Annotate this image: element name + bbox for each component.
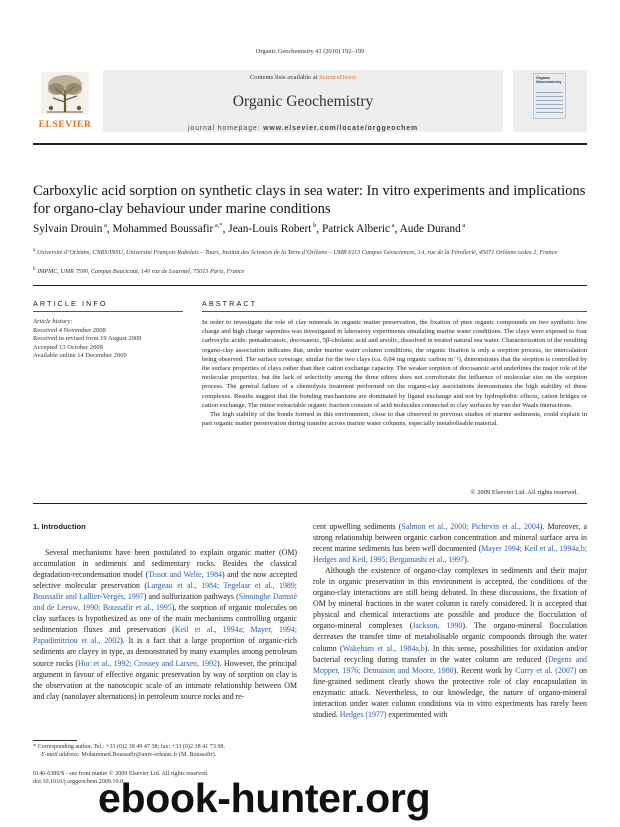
author-name[interactable]: Jean-Louis Robert xyxy=(228,222,312,235)
affiliation-a xyxy=(33,246,587,257)
journal-homepage-line xyxy=(103,125,503,132)
abstract-paragraph-1: In order to investigate the role of clay minerals in organic matter preservation, the fixation of pure organic compounds on two synthetic low charge and high charge saponites was investigated in laboratory experiments simulating marine water conditions. The clays were exposed to four carboxylic acids: pentadecanoic, docosanoic, 5β-cholanic acid and ursolic, dissolved in treated natural sea water. Characterization of the resulting organo-clay association indicates that, under marine water column conditions, the organic fixation is only a sorption process, no intercalation being observed. The surface coverage, similar for the two clays (ca. 0.04 mg organic carbon m⁻²), demonstrates that the sorption is controlled by the surface properties of clays rather than their cation exchange capacity. The weaker sorption of docosanoic acid underlines the major role of the molecular properties, but the lack of selectivity among the three others does not corroborate the influence of molecular size on the sorption process. The general failure of a chemolysis treatment performed on the organo-clay associations demonstrates the high stability of these complexes. Results suggest that the bonding mechanisms are dominated by ligand exchange and not by hydrophobic effects, cation bridges or cation exchange. The minor extractable organic fraction consists of acid molecules connected to clay surfaces by van der Waals interactions. xyxy=(202,319,587,409)
history-received: Received 4 November 2008 xyxy=(33,326,106,334)
history-label: Article history: xyxy=(33,318,73,325)
affiliation-a-marker: a xyxy=(33,247,36,253)
body-column-right xyxy=(313,521,587,720)
article-info-heading: ARTICLE INFO xyxy=(33,299,108,308)
body-text: Although the existence of organo-clay complexes in sediments and their major role in organic preservation in this environment is accepted, the conditions of the organo-clay interactions are still being debated. In these discussions, the fixation of OM by mineral fractions in the water column is rarely considered. It is accepted that physical and chemical interactions are possible and produce the flocculation of organo-mineral complexes ( xyxy=(313,566,587,631)
abstract-bottom-rule xyxy=(33,503,587,504)
history-revised: Received in revised form 19 August 2009 xyxy=(33,335,142,343)
citation-link[interactable]: Degens and Mopper, 1976; Demaison and Moore, 1980 xyxy=(313,654,587,675)
citation-link[interactable]: Wakeham et al., 1984a,b xyxy=(342,643,425,653)
intro-paragraph-1 xyxy=(33,547,297,702)
intro-paragraph-2 xyxy=(313,565,587,720)
history-online: Available online 14 December 2009 xyxy=(33,352,127,360)
body-text: ), the sorption of organic molecules on clay surfaces is hypothesized as one of the main mechanisms controlling organic sedimentation fluxes and preservation ( xyxy=(33,603,297,635)
body-text: cent upwelling sediments ( xyxy=(313,522,402,531)
citation-link[interactable]: Curry et al. (2007) xyxy=(515,665,577,675)
author-separator: , xyxy=(394,222,400,235)
journal-cover-box xyxy=(513,70,587,132)
abstract-copyright: © 2009 Elsevier Ltd. All rights reserved. xyxy=(470,489,578,496)
contents-line xyxy=(103,70,503,81)
homepage-prefix: journal homepage: xyxy=(187,125,264,132)
corresponding-author-contact: * Corresponding author. Tel.: +33 (0)2 38 49 47 38; fax: +33 (0)2 38 41 73 08. xyxy=(33,744,226,750)
citation-link[interactable]: Keil et al., 1994a; Mayer, 1994; Papadimitriou et al., 2002 xyxy=(33,625,298,646)
affiliation-a-text: Université d’Orléans, CNRS/INSU, Université François Rabelais – Tours, Institut des Sciences de la Terre d’Orléans – UMR 6113 Campus Géosciences, 1A, rue de la Férollerie, 45071 Orléans cedex 2, France xyxy=(36,249,558,257)
body-text: ). Recent work by xyxy=(453,665,516,675)
body-text: ). Moreover, a strong relationship between organic carbon concentration and mineral surface area in recent marine sediments has been well documented ( xyxy=(313,522,587,554)
body-text: ) and sulfurization pathways ( xyxy=(143,592,239,602)
author-affiliation-marker[interactable]: a xyxy=(390,222,395,229)
author-separator: , xyxy=(106,222,113,235)
journal-masthead xyxy=(33,70,587,132)
author-affiliation-marker[interactable]: a,* xyxy=(213,222,223,229)
article-history xyxy=(33,318,183,361)
body-text: ). In this sense, possibilities for oxidation and/or bacterial recycling during transfer in the water column are reduced ( xyxy=(313,643,587,664)
author-name[interactable]: Sylvain Drouin xyxy=(33,222,103,235)
citation-link[interactable]: Huc et al., 1992; Crossey and Larsen, 1992 xyxy=(78,658,218,668)
footnote-rule xyxy=(33,740,77,741)
article-title: Carboxylic acid sorption on synthetic clays in sea water: In vitro experiments and implications for organo-clay behaviour under marine conditions xyxy=(33,183,586,217)
issn-line: 0146-6380/$ - see front matter © 2009 Elsevier Ltd. All rights reserved. xyxy=(33,771,209,777)
affiliation-rule xyxy=(33,285,587,286)
contents-prefix: Contents lists available at xyxy=(249,74,320,81)
email-label: E-mail address: xyxy=(41,752,82,759)
email-link[interactable]: Mohammed.Boussafir@univ-orleans.fr (M. Boussafir). xyxy=(81,752,217,759)
citation-link[interactable]: Salmon et al., 2000; Pichevin et al., 2004 xyxy=(401,522,540,531)
author-name[interactable]: Aude Durand xyxy=(399,222,461,235)
citation-link[interactable]: Mayer 1994; Keil et al., 1994a,b; Hedges and Keil, 1995; Bergamashi et al., 1997 xyxy=(313,544,587,565)
history-accepted: Accepted 13 October 2009 xyxy=(33,343,103,351)
author-affiliation-marker[interactable]: b xyxy=(311,222,317,229)
citation-link[interactable]: Largeau et al., 1984; Tegelaar et al., 1989; Boussafir and Lallier-Vergès, 1997 xyxy=(33,581,297,602)
body-text: ). The organo-mineral flocculation decreases the transfer time of metabolisable organic compounds through the water column ( xyxy=(313,621,587,653)
journal-name: Organic Geochemistry xyxy=(232,93,374,110)
abstract-heading: ABSTRACT xyxy=(202,299,258,308)
body-text: ). It is a fact that a large proportion of organic-rich sediments are clayey in type, as demonstrated by many examples among petroleum source rocks ( xyxy=(33,636,297,668)
body-text: ). xyxy=(464,555,469,565)
affiliation-b xyxy=(33,265,587,276)
homepage-url-link[interactable]: www.elsevier.com/locate/orggeochem xyxy=(263,125,418,132)
elsevier-logo[interactable] xyxy=(33,70,97,132)
body-text: Several mechanisms have been postulated to explain organic matter (OM) accumulation in sediments and sedimentary rocks. Besides the classical degradation-recondensation model ( xyxy=(33,548,297,580)
sciencedirect-link[interactable]: ScienceDirect xyxy=(319,74,357,81)
body-text: ) and the now accepted selective molecular preservation ( xyxy=(33,570,298,591)
citation-link[interactable]: Tissot and Welte, 1984 xyxy=(148,570,222,580)
section-heading-introduction: 1. Introduction xyxy=(33,522,86,531)
body-text: ). However, the principal argument in favour of effective organic preservation by way of sorption on clay is the observation at the nanoscopic scale of an intimate relationship between OM and clay (nanolayer alternations) in petroleum source rocks and re- xyxy=(33,658,297,701)
cover-title: Organic Geochemistry xyxy=(536,76,562,85)
author-affiliation-marker[interactable]: a xyxy=(102,222,107,229)
elsevier-tree-icon xyxy=(41,72,89,114)
doi-link[interactable]: doi:10.1016/j.orggeochem.2009.10.0 xyxy=(33,779,124,786)
corresponding-email-line xyxy=(33,751,303,759)
body-text: on fine-grained sediment clearly shows the protective role of clay encapsulation in enzymatic attack. Nevertheless, to our knowledge, the nature of organo-mineral interaction under water column conditions via in vitro experiments has rarely been studied. xyxy=(313,665,587,719)
author-separator: , xyxy=(316,222,322,235)
abstract-body xyxy=(202,318,587,428)
journal-header-box xyxy=(103,70,503,132)
author-name[interactable]: Mohammed Boussafir xyxy=(112,222,214,235)
author-separator: , xyxy=(222,222,229,235)
journal-cover-thumbnail[interactable] xyxy=(533,73,566,119)
citation-link[interactable]: Sinninghe Damsté and de Leeuw, 1990; Boussafir et al., 1995 xyxy=(33,592,297,613)
article-info-rule xyxy=(33,311,183,312)
affiliation-b-marker: b xyxy=(33,266,36,272)
body-text: experimented with xyxy=(386,709,448,719)
citation-link[interactable]: Jackson, 1990 xyxy=(412,621,463,631)
body-column-left xyxy=(33,521,297,702)
author-list xyxy=(33,222,587,235)
abstract-paragraph-2: The high stability of the bonds formed in this environment, close to that observed in previous studies of marine sediments, could explain in part organic matter preservation during transfer across marine water columns, especially metabolisable material. xyxy=(202,411,587,428)
publisher-name: ELSEVIER xyxy=(38,120,92,130)
citation-link[interactable]: Hedges (1977) xyxy=(339,709,387,719)
affiliation-b-text: IMPMC, UMR 7590, Campus Boucicaut, 140 rue de Lourmel, 75015 Paris, France xyxy=(37,268,245,276)
abstract-rule xyxy=(202,311,587,312)
intro-paragraph-1-continued xyxy=(313,521,587,565)
author-affiliation-marker[interactable]: a xyxy=(460,222,466,229)
watermark-banner[interactable]: ebook-hunter.org xyxy=(98,775,431,821)
journal-citation-line: Organic Geochemistry 41 (2010) 192–199 xyxy=(255,48,365,55)
corresponding-author-footnote xyxy=(33,743,303,759)
author-name[interactable]: Patrick Alberic xyxy=(321,222,391,235)
masthead-rule xyxy=(33,143,587,145)
